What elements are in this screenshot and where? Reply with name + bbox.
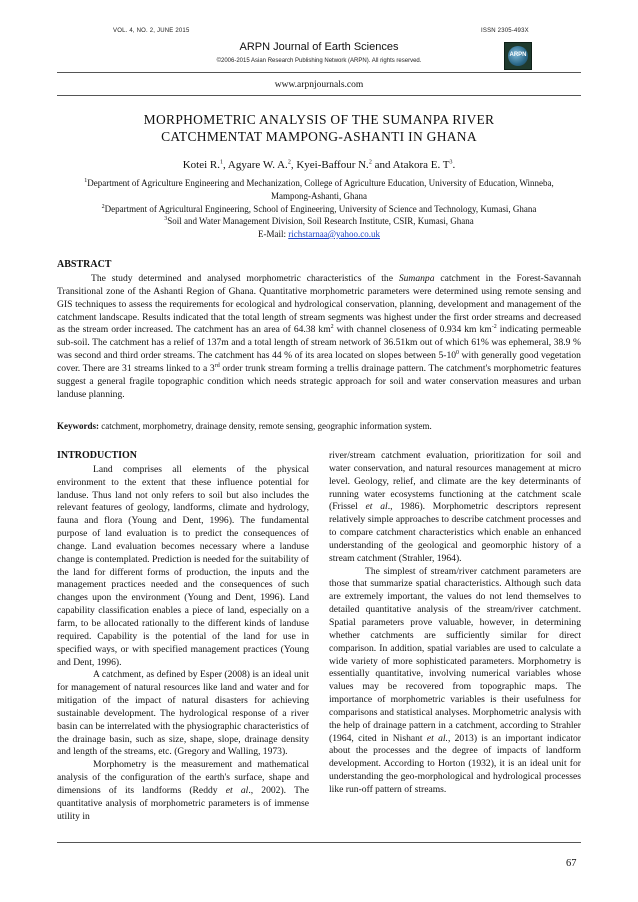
- author-name: Atakora E. T: [392, 159, 450, 171]
- right-column: [329, 450, 581, 797]
- abstract-sup: 0: [456, 349, 460, 356]
- abstract-italic: Sumanpa: [398, 273, 435, 284]
- email-link[interactable]: richstarnaa@yahoo.co.uk: [288, 229, 380, 239]
- intro-text: 2013) is an important indicator about the processes and the degree of impacts of landform development. According to Horton (1932), it is an ideal unit for understanding the geo-morphological and hydrological processes like run-off pattern of streams.: [329, 732, 581, 795]
- intro-paragraph-3-cont: [329, 450, 581, 566]
- footer-rule: [57, 842, 581, 843]
- abstract-text: with generally good vegetation cover. There are 31 streams linked to a 3: [57, 350, 581, 374]
- intro-paragraph-2: A catchment, as defined by Esper (2008) is an ideal unit for management of natural resources like land and water and for mitigation of the impact of natural disasters for achieving sustainable development. The hydrological response of a river basin can be interrelated with the physiographic characteristics of the drainage basin, such as size, shape, slope, drainage density and length of the streams, etc. (Gregory and Walling, 1973).: [57, 669, 309, 758]
- intro-italic: et al: [365, 501, 388, 513]
- author-sep: ,: [290, 159, 297, 171]
- affiliation-text: Department of Agricultural Engineering, School of Engineering, University of Science and Technology, Kumasi, Ghana: [104, 204, 537, 214]
- intro-paragraph-4: [329, 566, 581, 797]
- abstract-text: with channel closeness of 0.934 km km: [333, 324, 492, 336]
- abstract-sup: 2: [330, 324, 334, 331]
- affiliation-sup: 1: [84, 178, 88, 184]
- journal-name: ARPN Journal of Earth Sciences: [239, 41, 399, 53]
- author-sup: 2: [368, 159, 372, 166]
- abstract-text: catchment in the Forest-Savannah Transitional zone of the Ashanti Region of Ghana. Quantitative morphometric parameters were determined using remote sensing and GIS techniques to assess the requirements for ecological and hydrological conservation, planning, development and management of the catchment landscape. Results indicated that the total length of stream segments was highest under the first order streams and decreased as the stream order increased. The catchment has an area of 64.38 km: [57, 273, 581, 336]
- volume-info: VOL. 4, NO. 2, JUNE 2015: [113, 28, 190, 34]
- intro-paragraph-1: Land comprises all elements of the physical environment to the extent that these influence potential for landuse. Thus land not only refers to soil but also includes the relevant features of geology, landforms, climate and hydrology, fauna and flora (Young and Dent, 1996). The fundamental purpose of land evaluation is to predict the consequences of change. Land evaluation becomes necessary where a landuse change is contemplated. Prediction is needed for the suitability of the land for different forms of production, the inputs and the management practices needed and the consequences of such changes upon the environment (Young and Dent, 1996). Land capability classification enables a piece of land, especially on a farm, to be allocated rationally to the different kinds of landuse required. Capability is the potential of the land for use in specified ways, or with specified management practices (Young and Dent, 1996).: [57, 463, 309, 668]
- keywords-line: [57, 421, 581, 431]
- abstract-sup: rd: [214, 362, 220, 369]
- author-sep: ,: [223, 159, 228, 171]
- paper-title-line-1: MORPHOMETRIC ANALYSIS OF THE SUMANPA RIVER: [143, 112, 495, 127]
- page-number: 67: [566, 858, 577, 869]
- affiliation-sup: 3: [164, 216, 168, 222]
- intro-paragraph-3: [57, 759, 309, 823]
- author-name: Agyare W. A.: [227, 159, 288, 171]
- intro-text: river/stream catchment evaluation, prioritization for soil and water conservation, and natural resources management at micro level. Geology, relief, and climate are the key determinants of running water ecosystems functioning at the catchment scale (Frissel: [329, 450, 581, 513]
- affiliation-2: [0, 203, 638, 216]
- intro-text: ., 1986). Morphometric descriptors represent relatively simple approaches to describe catchment processes and to compare catchment characteristics which enable an enhanced understanding of the geological and geomorphic history of a stream catchment (Strahler, 1964).: [329, 501, 581, 564]
- author-sup: 1: [220, 159, 224, 166]
- keywords-text: catchment, morphometry, drainage density, remote sensing, geographic information system.: [99, 421, 432, 431]
- affiliation-1: [0, 177, 638, 190]
- email-line: [0, 228, 638, 241]
- affiliation-text: Department of Agriculture Engineering and Mechanization, College of Agriculture Education, University of Education, Winneba,: [87, 178, 554, 188]
- header-rule-lower: [57, 95, 581, 96]
- keywords-label: Keywords:: [57, 421, 99, 431]
- affiliation-text: Soil and Water Management Division, Soil Research Institute, CSIR, Kumasi, Ghana: [167, 216, 474, 226]
- intro-italic: et al: [225, 784, 249, 796]
- author-sup: 2: [287, 159, 291, 166]
- abstract-text: indicating permeable sub-soil. The catchment has a relief of 137m and a total length of stream network of 36.51km out of which 61% was ephemeral, 38.9 % was second and third order streams. The catchment has 44 % of its area located on slopes between 5-10: [57, 324, 581, 362]
- intro-text: The simplest of stream/river catchment parameters are those that summarize spatial characteristics. Although such data are extremely important, the values do not lend themselves to detailed quantitative analysis of the stream/river catchment. Spatial parameters prove valuable, however, in determining whether catchments are sufficiently similar for direct comparison. In addition, spatial variables are used to calculate a wide variety of more sophisticated parameters. Morphometry is essentially quantitative, involving numerical variables whose values may be recovered from topographic maps. The importance of morphometric variables is their usefulness for comparisons and statistical analyses. Morphometric analysis with the help of drainage pattern in a catchment, according to Strahler (1964, cited in Nishant: [329, 565, 581, 744]
- website-link[interactable]: www.arpnjournals.com: [274, 80, 364, 90]
- introduction-heading: INTRODUCTION: [57, 450, 138, 461]
- affiliation-sup: 2: [101, 204, 105, 210]
- affiliation-1-cont: Mampong-Ashanti, Ghana: [271, 191, 367, 201]
- arpn-logo: [504, 42, 532, 70]
- author-sep: and: [371, 159, 393, 171]
- intro-text: Morphometry is the measurement and mathematical analysis of the configuration of the earth's surface, shape and dimensions of its landforms (Reddy: [57, 759, 309, 796]
- abstract-heading: ABSTRACT: [57, 259, 112, 270]
- abstract-paragraph: [57, 273, 581, 401]
- issn: ISSN 2305-493X: [481, 28, 529, 34]
- copyright-notice: ©2006-2015 Asian Research Publishing Network (ARPN). All rights reserved.: [216, 58, 422, 64]
- abstract-sup: -2: [491, 324, 497, 331]
- email-label: E-Mail:: [257, 229, 289, 239]
- intro-text: ., 2002). The quantitative analysis of morphometric parameters is of immense utility in: [57, 784, 309, 822]
- author-name: Kyei-Baffour N.: [296, 159, 369, 171]
- intro-italic: et al.,: [426, 732, 451, 744]
- header-rule: [57, 72, 581, 73]
- affiliation-3: [0, 215, 638, 228]
- paper-title-line-2: CATCHMENTAT MAMPONG-ASHANTI IN GHANA: [161, 129, 477, 144]
- left-column: [57, 450, 309, 823]
- author-list: [0, 159, 638, 171]
- abstract-text: order trunk stream forming a trellis drainage pattern. The catchment's morphometric features suggest a general fragile topographic condition which needs strategic approach for soil and water conservation measures and urban landuse planning.: [57, 362, 581, 400]
- abstract-body: [57, 273, 581, 401]
- author-sup: 3: [449, 159, 453, 166]
- abstract-text: The study determined and analysed morphometric characteristics of the: [91, 273, 399, 284]
- logo-text: ARPN: [509, 52, 527, 58]
- author-name: Kotei R.: [182, 159, 221, 171]
- author-sep: .: [452, 159, 456, 171]
